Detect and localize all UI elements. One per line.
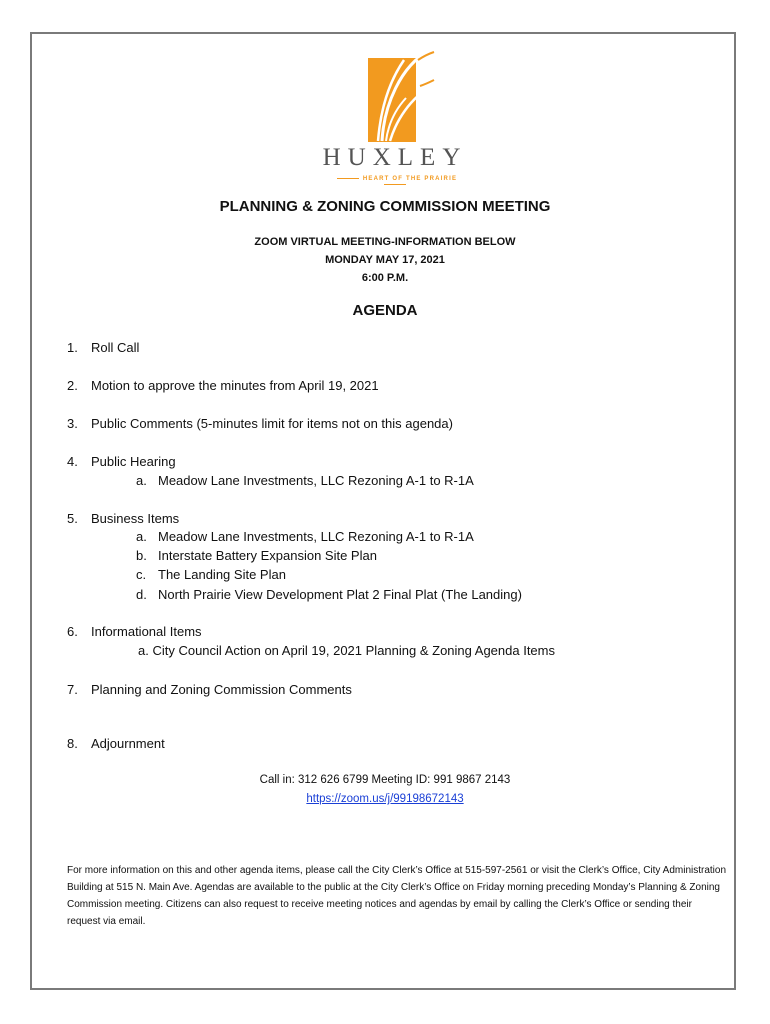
agenda-item: 1. Roll Call	[67, 340, 140, 355]
agenda-item: 5. Business Items	[67, 511, 180, 526]
agenda-item: 6. Informational Items	[67, 624, 202, 639]
meeting-date: MONDAY MAY 17, 2021	[325, 254, 445, 266]
agenda-subitem: b. Interstate Battery Expansion Site Plan	[136, 548, 377, 563]
logo-tagline: HEART OF THE PRAIRIE	[320, 176, 470, 188]
meeting-title: PLANNING & ZONING COMMISSION MEETING	[219, 198, 551, 215]
meeting-info	[0, 233, 770, 287]
agenda-subitem: d. North Prairie View Development Plat 2 Final Plat (The Landing)	[136, 587, 522, 602]
zoom-link[interactable]: https://zoom.us/j/99198672143	[306, 793, 464, 805]
agenda-subitem: a. Meadow Lane Investments, LLC Rezoning A-1 to R-1A	[136, 529, 474, 544]
meeting-time: 6:00 P.M.	[361, 272, 409, 284]
agenda-subitem: c. The Landing Site Plan	[136, 567, 286, 582]
agenda-heading: AGENDA	[352, 302, 418, 319]
agenda-item: 2. Motion to approve the minutes from April 19, 2021	[67, 378, 379, 393]
logo-wordmark: HUXLEY	[322, 144, 468, 171]
meeting-format: ZOOM VIRTUAL MEETING-INFORMATION BELOW	[254, 236, 516, 248]
agenda-item: 7. Planning and Zoning Commission Comments	[67, 682, 352, 697]
huxley-logo	[320, 46, 470, 186]
agenda-item: 3. Public Comments (5-minutes limit for items not on this agenda)	[67, 416, 453, 431]
call-in-info: Call in: 312 626 6799 Meeting ID: 991 9867 2143	[259, 774, 511, 786]
agenda-subitem: a. Meadow Lane Investments, LLC Rezoning A-1 to R-1A	[136, 473, 474, 488]
prairie-grass-icon	[360, 46, 440, 146]
agenda-item: 8. Adjournment	[67, 736, 165, 751]
agenda-subitem: a. City Council Action on April 19, 2021 Planning & Zoning Agenda Items	[138, 643, 555, 658]
agenda-item: 4. Public Hearing	[67, 454, 176, 469]
footer-info: For more information on this and other agenda items, please call the City Clerk’s Office at 515-597-2561 or visit the Clerk’s Office, City Administration Building at 515 N. Main Ave. Agendas are available to the public at the City Clerk’s Office on Friday morning preceding Monday’s Planning & Zoning Commission meeting. Citizens can also request to receive meeting notices and agendas by email by calling the Clerk’s Office or sending their request via email.	[67, 865, 727, 927]
